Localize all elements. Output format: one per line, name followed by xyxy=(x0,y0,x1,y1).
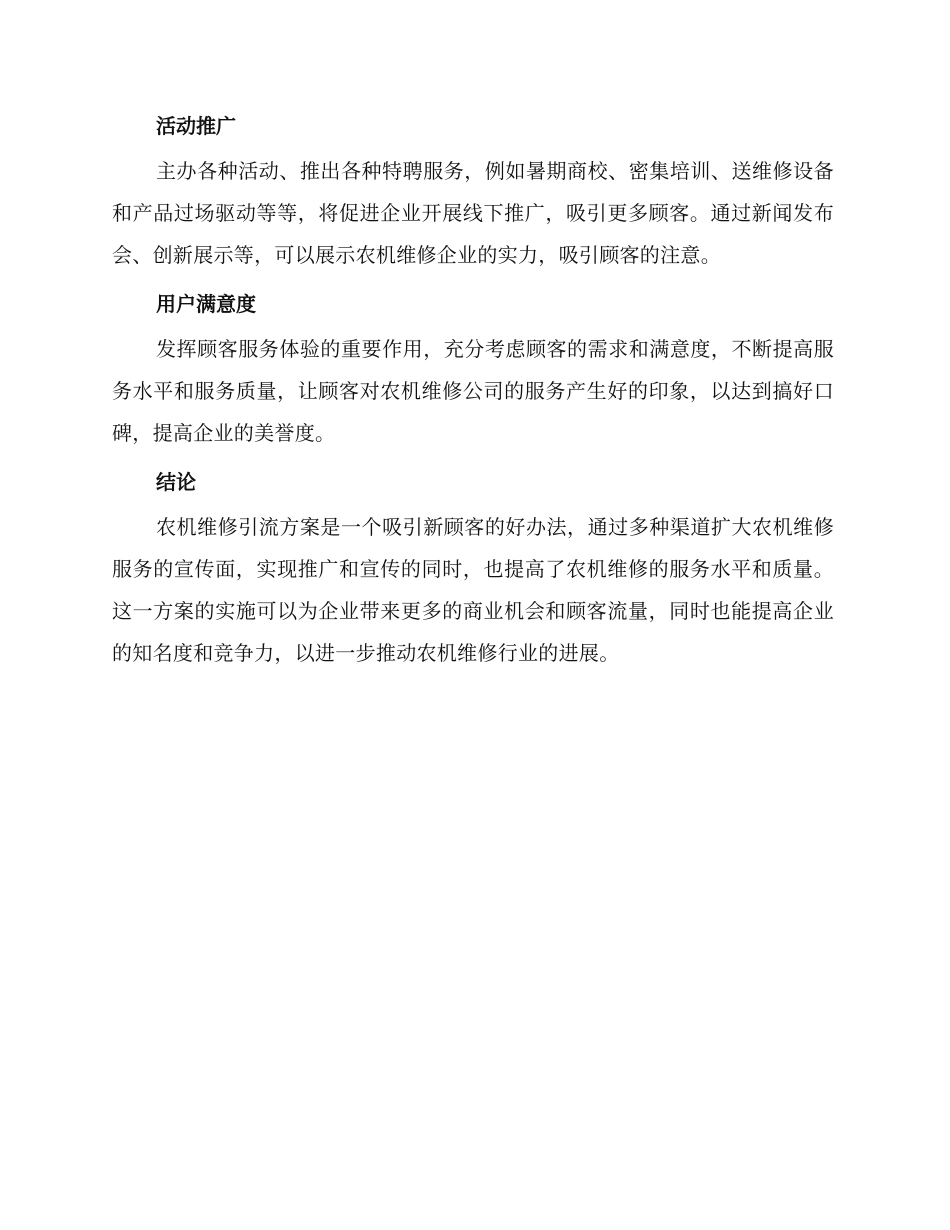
section-conclusion xyxy=(112,464,834,674)
section-user-satisfaction xyxy=(112,286,834,454)
section-heading: 结论 xyxy=(156,470,196,494)
section-paragraph: 主办各种活动、推出各种特聘服务，例如暑期商校、密集培训、送维修设备和产品过场驱动等等，将促进企业开展线下推广，吸引更多顾客。通过新闻发布会、创新展示等，可以展示农机维修企业的实力，吸引顾客的注意。 xyxy=(112,159,834,267)
section-heading: 用户满意度 xyxy=(156,292,256,316)
document-page xyxy=(112,108,834,684)
section-paragraph: 农机维修引流方案是一个吸引新顾客的好办法，通过多种渠道扩大农机维修服务的宣传面，实现推广和宣传的同时，也提高了农机维修的服务水平和质量。这一方案的实施可以为企业带来更多的商业机会和顾客流量，同时也能提高企业的知名度和竞争力，以进一步推动农机维修行业的进展。 xyxy=(112,515,834,665)
section-paragraph: 发挥顾客服务体验的重要作用，充分考虑顾客的需求和满意度，不断提高服务水平和服务质量，让顾客对农机维修公司的服务产生好的印象，以达到搞好口碑，提高企业的美誉度。 xyxy=(112,337,834,445)
section-activity-promotion xyxy=(112,108,834,276)
section-heading: 活动推广 xyxy=(156,114,236,138)
